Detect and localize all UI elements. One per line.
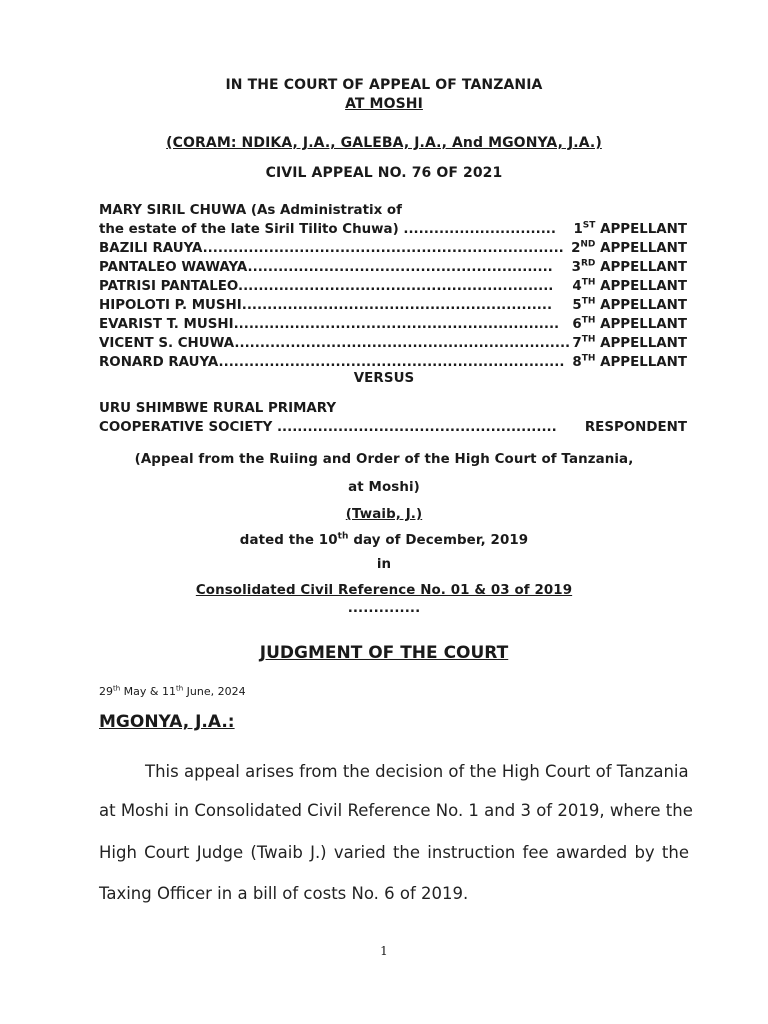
appellant-name: the estate of the late Siril Tilito Chuwa) .............................. xyxy=(99,222,556,237)
respondent-line1 xyxy=(99,399,687,418)
reference xyxy=(0,583,768,598)
appeal-from-line1: (Appeal from the Ruiing and Order of the High Court of Tanzania, xyxy=(134,452,634,467)
appellant-ordinal: 2 xyxy=(571,241,581,256)
appellant-ordinal: 4 xyxy=(572,279,582,294)
appellant-row xyxy=(99,277,687,296)
appellant-name: MARY SIRIL CHUWA (As Administratix of xyxy=(99,203,402,218)
dated-pre: dated the 10 xyxy=(239,533,338,548)
date-2-sup: th xyxy=(176,684,184,693)
author xyxy=(99,712,235,732)
page-number: 1 xyxy=(380,944,388,958)
court-title: IN THE COURT OF APPEAL OF TANZANIA xyxy=(225,77,543,93)
appellant-ordinal-suffix: ST xyxy=(582,220,596,231)
appellant-name: PANTALEO WAWAYA............................................................ xyxy=(99,260,553,275)
in-word: in xyxy=(376,557,392,572)
dated-sup: th xyxy=(337,531,349,542)
appellant-ordinal-suffix: TH xyxy=(581,334,596,345)
appellant-row xyxy=(99,353,687,372)
versus: VERSUS xyxy=(353,371,415,386)
paragraph-line-3: High Court Judge (Twaib J.) varied the instruction fee awarded by the xyxy=(99,843,689,862)
appellant-name: VICENT S. CHUWA.................................................................. xyxy=(99,336,571,351)
judge-text: (Twaib, J.) xyxy=(345,507,423,522)
appellant-role-text: APPELLANT xyxy=(600,241,687,256)
paragraph-line-1: This appeal arises from the decision of the High Court of Tanzania xyxy=(145,762,689,781)
judgment-title xyxy=(0,643,768,663)
hearing-dates xyxy=(99,685,246,698)
appellant-ordinal: 8 xyxy=(572,355,582,370)
coram xyxy=(0,135,768,151)
appellant-name: EVARIST T. MUSHI................................................................ xyxy=(99,317,560,332)
appellant-role xyxy=(570,258,687,277)
respondent-name-2: COOPERATIVE SOCIETY ....................................................... xyxy=(99,420,557,435)
appellant-role xyxy=(570,353,687,372)
author-text: MGONYA, J.A.: xyxy=(99,712,235,732)
appellant-ordinal-suffix: TH xyxy=(581,315,596,326)
appellant-ordinal: 5 xyxy=(572,298,582,313)
appellant-role xyxy=(570,277,687,296)
date-mid: May & 11 xyxy=(120,685,176,698)
appellant-row xyxy=(99,220,687,239)
respondent-role: RESPONDENT xyxy=(584,420,687,435)
appellant-ordinal-suffix: TH xyxy=(581,296,596,307)
case-number: CIVIL APPEAL NO. 76 OF 2021 xyxy=(265,165,503,181)
appellant-ordinal: 6 xyxy=(572,317,582,332)
appellant-ordinal: 3 xyxy=(571,260,581,275)
appellant-name: PATRISI PANTALEO.............................................................. xyxy=(99,279,554,294)
appellant-name: HIPOLOTI P. MUSHI............................................................. xyxy=(99,298,553,313)
appellant-name: BAZILI RAUYA....................................................................... xyxy=(99,241,564,256)
appellant-role xyxy=(571,220,687,239)
separator-dots: .............. xyxy=(347,601,421,616)
appellant-ordinal-suffix: TH xyxy=(581,353,596,364)
reference-text: Consolidated Civil Reference No. 01 & 03 of 2019 xyxy=(195,583,573,598)
judgment-title-text: JUDGMENT OF THE COURT xyxy=(259,643,509,663)
appellant-role-text: APPELLANT xyxy=(600,336,687,351)
appellant-role-text: APPELLANT xyxy=(600,279,687,294)
appellant-ordinal-suffix: TH xyxy=(581,277,596,288)
appellant-role-text: APPELLANT xyxy=(600,355,687,370)
appellant-role-text: APPELLANT xyxy=(600,317,687,332)
coram-text: (CORAM: NDIKA, J.A., GALEBA, J.A., And MGONYA, J.A.) xyxy=(166,135,602,151)
appeal-from-line2: at Moshi) xyxy=(348,480,420,495)
appellant-role-text: APPELLANT xyxy=(600,260,687,275)
appellant-role xyxy=(570,315,687,334)
appellant-role xyxy=(570,334,687,353)
judge xyxy=(0,507,768,522)
appellant-name: RONARD RAUYA.................................................................... xyxy=(99,355,565,370)
date-1: 29 xyxy=(99,685,113,698)
appellant-role xyxy=(570,296,687,315)
paragraph-line-2: at Moshi in Consolidated Civil Reference No. 1 and 3 of 2019, where the xyxy=(99,801,693,820)
respondent-name-1: URU SHIMBWE RURAL PRIMARY xyxy=(99,401,337,416)
appellant-role-text: APPELLANT xyxy=(600,298,687,313)
appellant-role xyxy=(569,239,687,258)
appellant-row xyxy=(99,315,687,334)
appellant-row xyxy=(99,334,687,353)
court-location-text: AT MOSHI xyxy=(345,96,423,112)
appellant-ordinal-suffix: ND xyxy=(580,239,596,250)
appellant-ordinal-suffix: RD xyxy=(581,258,596,269)
date-end: June, 2024 xyxy=(183,685,246,698)
court-location xyxy=(0,96,768,112)
appellant-ordinal: 7 xyxy=(572,336,582,351)
date-1-sup: th xyxy=(113,684,121,693)
respondent-line2 xyxy=(99,418,687,437)
appellant-row xyxy=(99,258,687,277)
dated xyxy=(0,533,768,548)
appellant-row xyxy=(99,201,687,220)
paragraph-line-4: Taxing Officer in a bill of costs No. 6 of 2019. xyxy=(99,884,469,903)
appellant-row xyxy=(99,239,687,258)
appellant-ordinal: 1 xyxy=(573,222,583,237)
appellant-role-text: APPELLANT xyxy=(600,222,687,237)
dated-post: day of December, 2019 xyxy=(348,533,529,548)
appellant-row xyxy=(99,296,687,315)
